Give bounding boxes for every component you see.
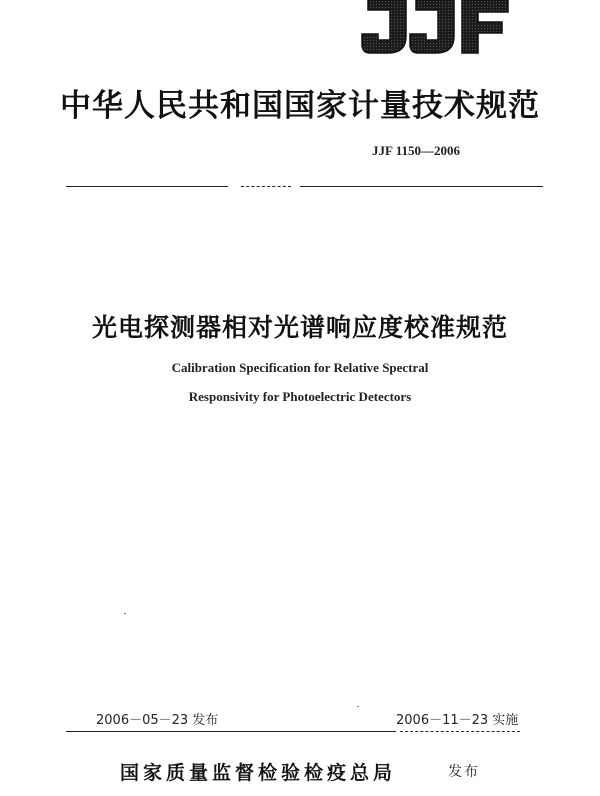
document-title-en-line-1: Calibration Specification for Relative Spectral (171, 360, 429, 375)
issue-date: 2006－05－23 发布 (96, 713, 219, 728)
publisher-suffix: 发布 (448, 764, 480, 780)
footer-divider-left (66, 731, 396, 732)
implementation-date: 2006－11－23 实施 (396, 713, 519, 728)
organization-title: 中华人民共和国国家计量技术规范 (60, 88, 540, 124)
scan-speck (124, 613, 126, 614)
header-divider-right (300, 186, 543, 187)
jjf-logo (360, 0, 510, 55)
header-divider-left (66, 186, 228, 187)
header-divider-middle (241, 186, 291, 187)
publisher-name: 国家质量监督检验检疫总局 (120, 762, 397, 784)
document-title-cn: 光电探测器相对光谱响应度校准规范 (91, 313, 508, 342)
standard-number: JJF 1150—2006 (372, 143, 460, 158)
footer-divider-right (400, 731, 520, 732)
scan-speck (357, 706, 359, 707)
document-title-en-line-2: Responsivity for Photoelectric Detectors (188, 389, 412, 404)
